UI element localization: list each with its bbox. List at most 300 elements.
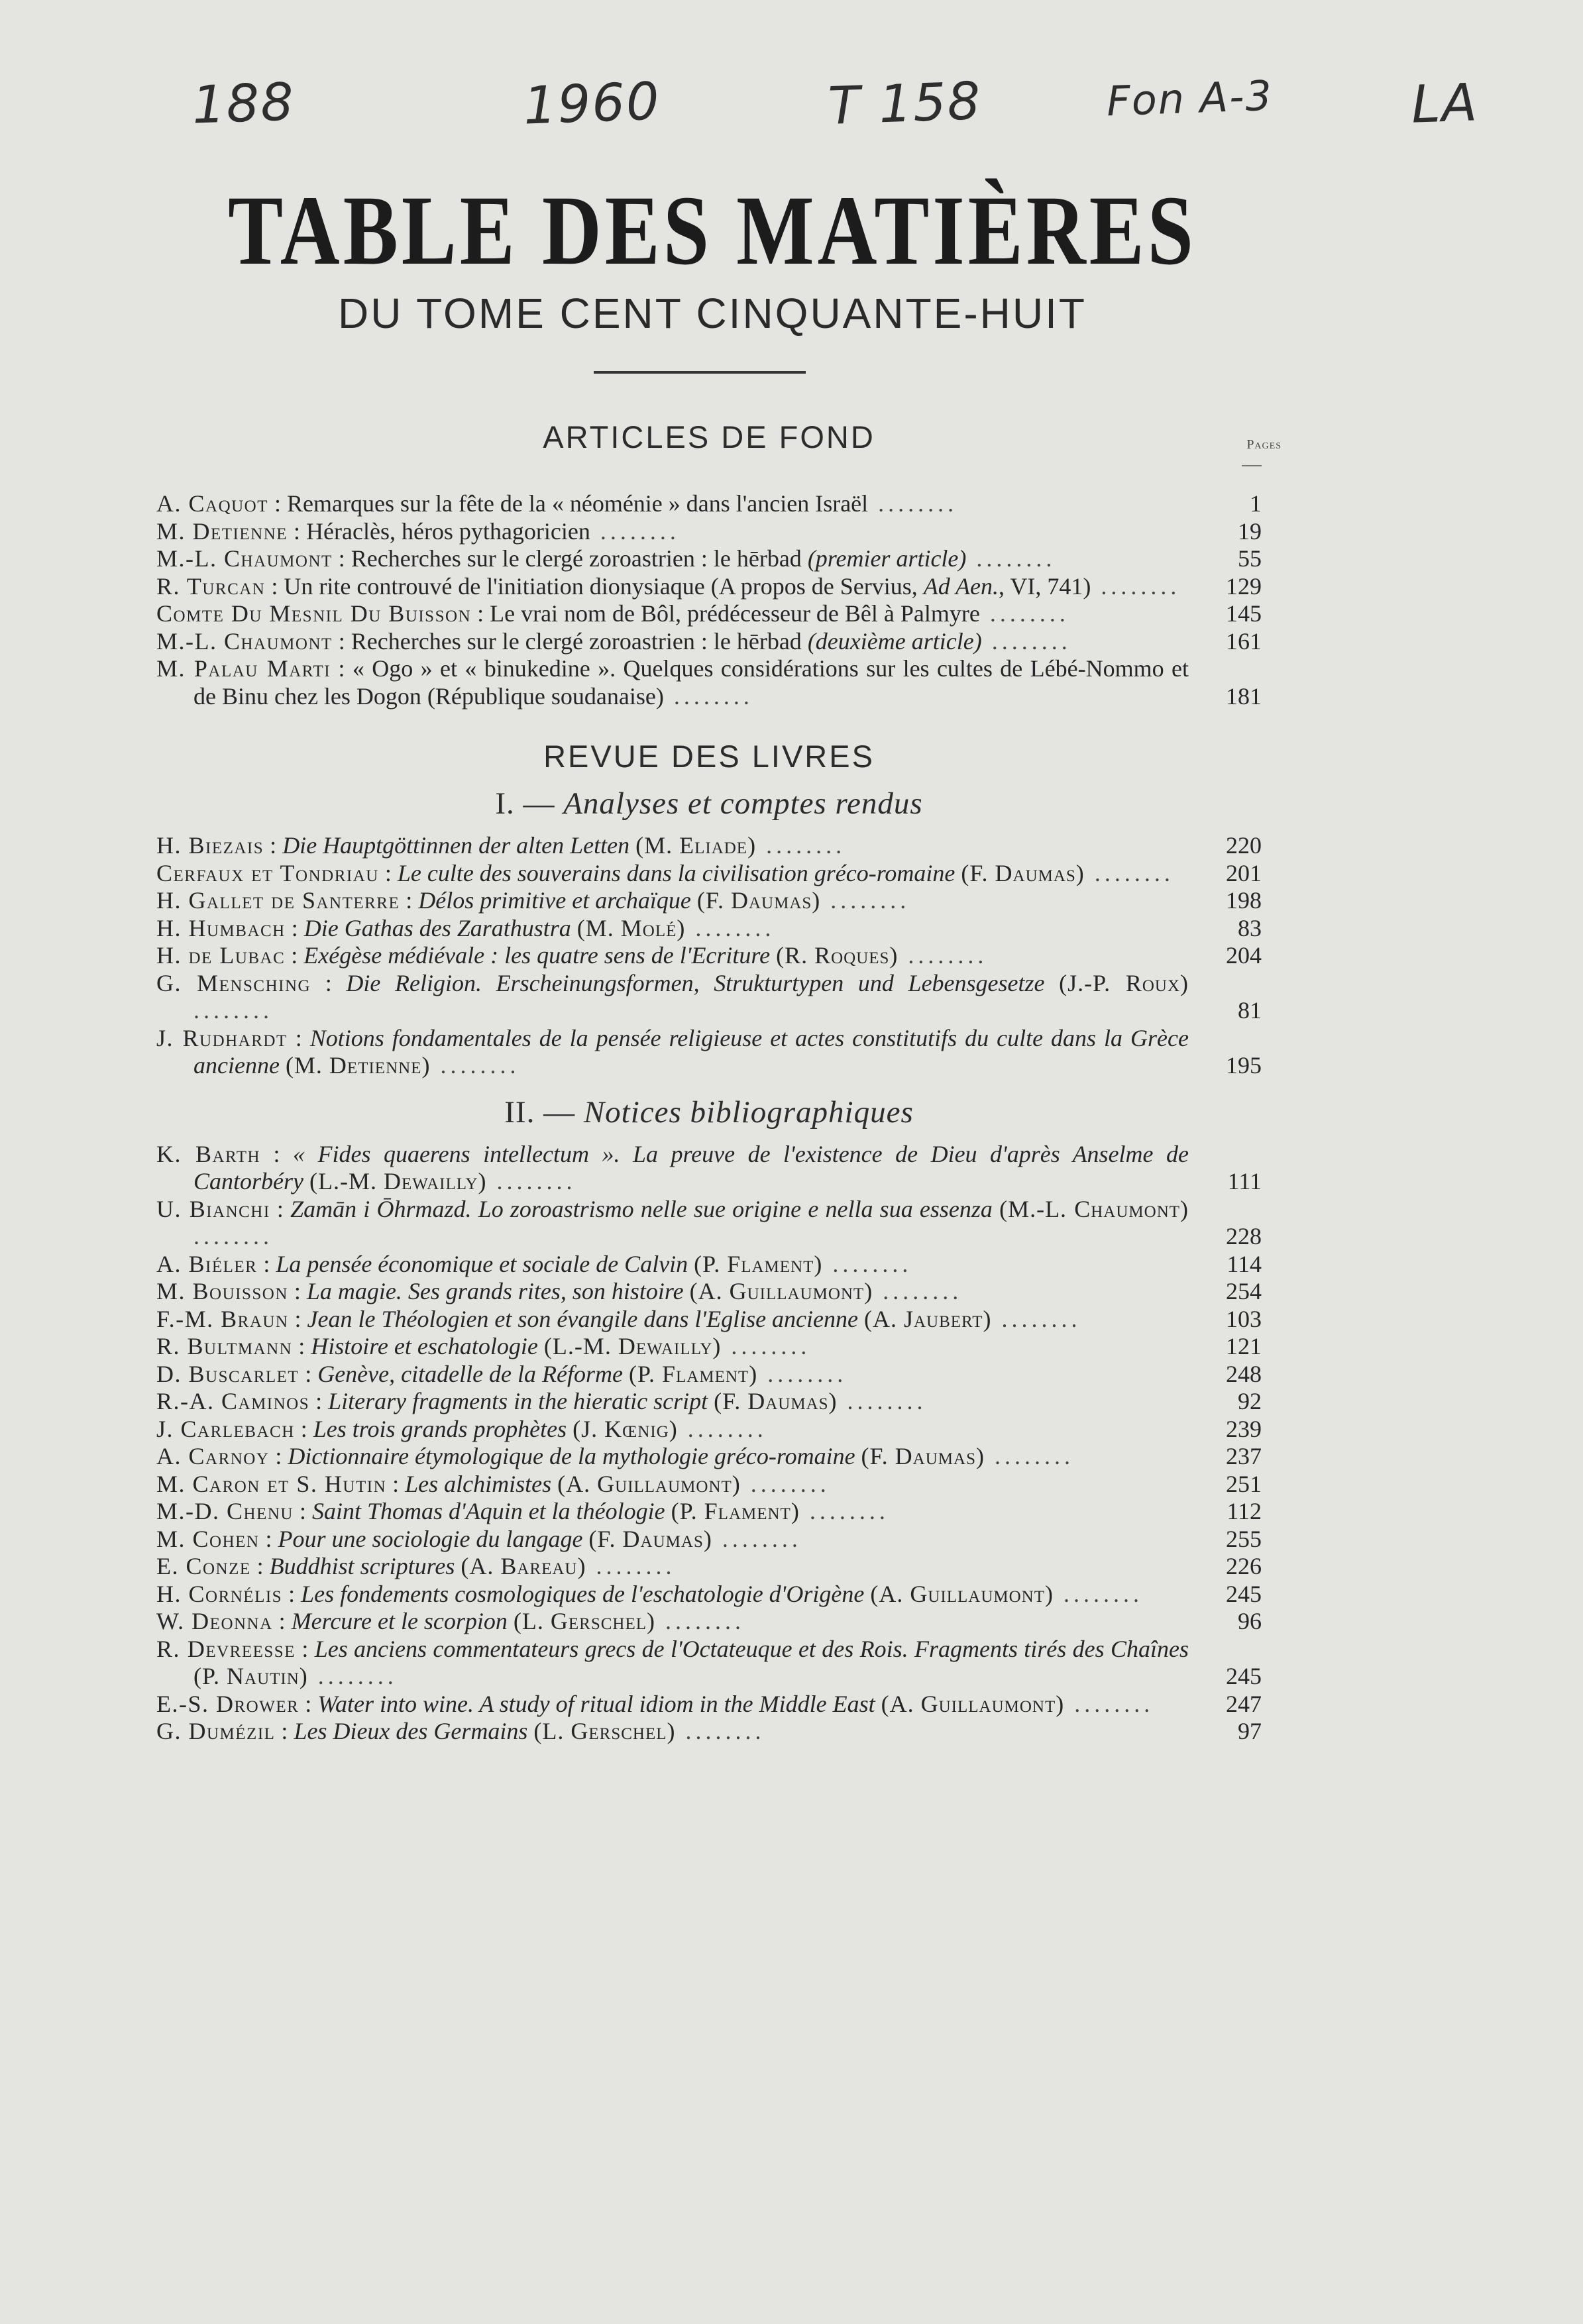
entry-separator: : [260, 1140, 294, 1167]
entry-separator: : [257, 1250, 276, 1277]
articles-heading: ARTICLES DE FOND [543, 419, 875, 454]
entry-work-title: Les Dieux des Germains [294, 1718, 528, 1744]
review-entry [156, 1251, 1262, 1279]
handwritten-note-3: T 158 [827, 71, 983, 137]
entry-reviewer: (M.-L. Chaumont) [999, 1195, 1189, 1222]
entry-title-italic: (premier article) [807, 545, 967, 572]
leader-dots: ........ [981, 627, 1071, 655]
entry-title: Recherches sur le clergé zoroastrien : le hērbad [351, 545, 808, 572]
entry-text [156, 1498, 1189, 1526]
entry-work-title: Saint Thomas d'Aquin et la théologie [311, 1498, 665, 1524]
entry-page: 245 [1226, 1663, 1262, 1689]
entry-separator: : [269, 1443, 288, 1469]
entry-space [629, 832, 635, 859]
entry-page: 111 [1227, 1168, 1262, 1194]
entry-text [156, 1141, 1189, 1196]
entry-separator: : [332, 627, 351, 655]
pages-column-rule [1242, 465, 1262, 466]
entry-reviewer: (P. Flament) [694, 1250, 823, 1277]
entry-work-title: Les alchimistes [405, 1470, 552, 1497]
article-entry [156, 600, 1262, 628]
entry-separator: : [250, 1553, 270, 1579]
entry-separator: : [270, 1195, 291, 1222]
entry-reviewer: (L.-M. Dewailly) [543, 1333, 722, 1359]
entry-author: H. Biezais [156, 832, 264, 859]
entry-reviewer: (F. Daumas) [714, 1388, 838, 1414]
entry-work-title: Genève, citadelle de la Réforme [317, 1360, 623, 1387]
entry-author: J. Rudhardt [156, 1024, 288, 1051]
entry-separator: : [311, 969, 347, 996]
entry-title: Le vrai nom de Bôl, prédécesseur de Bêl à Palmyre [490, 600, 980, 627]
entry-page: 129 [1226, 572, 1262, 600]
leader-dots: ........ [675, 1718, 765, 1744]
entry-reviewer: (P. Flament) [671, 1498, 800, 1524]
entry-page: 198 [1226, 887, 1262, 914]
leader-dots: ........ [822, 1250, 912, 1277]
entry-reviewer: (A. Guillaumont) [881, 1690, 1065, 1717]
entry-author: H. Cornélis [156, 1580, 283, 1607]
leader-dots: ........ [590, 517, 680, 545]
entry-author: M.-D. Chenu [156, 1498, 294, 1524]
entry-text [156, 832, 1189, 860]
entry-work-title: Jean le Théologien et son évangile dans l'Eglise ancienne [307, 1305, 858, 1332]
entry-author: H. Gallet de Santerre [156, 887, 400, 914]
entry-page: 254 [1226, 1278, 1262, 1304]
entry-reviewer: (F. Daumas) [861, 1443, 985, 1469]
entry-space [551, 1471, 557, 1497]
entry-page: 237 [1226, 1443, 1262, 1469]
entry-work-title: Les anciens commentateurs grecs de l'Octateuque et des Rois. Fragments tirés des Chaînes [314, 1635, 1189, 1662]
entry-page: 220 [1226, 832, 1262, 859]
review-entry [156, 1526, 1262, 1554]
entry-page: 255 [1226, 1525, 1262, 1552]
entry-reviewer: (F. Daumas) [961, 859, 1085, 886]
review-entry [156, 1278, 1262, 1306]
review-entry [156, 1306, 1262, 1334]
entry-work-title: Les trois grands prophètes [313, 1415, 567, 1442]
entry-reviewer: (J. Kœnig) [573, 1415, 678, 1442]
entry-separator: : [268, 490, 288, 517]
entry-separator: : [309, 1388, 329, 1414]
entry-text [156, 887, 1189, 915]
entry-separator: : [288, 1278, 307, 1304]
leader-dots: ........ [984, 1443, 1074, 1469]
entry-title-italic: Ad Aen. [923, 572, 999, 600]
entry-reviewer: (A. Jaubert) [864, 1305, 992, 1332]
review-entry [156, 915, 1262, 943]
entry-separator: : [287, 1024, 310, 1051]
notices-heading [156, 1094, 1262, 1141]
entry-reviewer: (M. Detienne) [285, 1052, 431, 1079]
review-entry [156, 1581, 1262, 1609]
entry-text [156, 1333, 1189, 1361]
entry-work-title: Die Gathas des Zarathustra [303, 914, 571, 941]
leader-dots: ........ [685, 914, 775, 941]
table-of-contents [156, 404, 1282, 1746]
entry-title-cont: , VI, 741) [999, 572, 1091, 600]
entry-title: Héraclès, héros pythagoricien [306, 517, 590, 545]
entry-text [156, 1608, 1189, 1636]
entry-page: 96 [1238, 1608, 1262, 1634]
entry-text [156, 655, 1189, 710]
article-entry [156, 573, 1262, 601]
entry-reviewer: (M. Eliade) [635, 832, 757, 859]
entry-author: G. Mensching [156, 969, 311, 996]
handwritten-note-1: 188 [191, 72, 296, 136]
entry-text [156, 1416, 1189, 1444]
entry-author: E. Conze [156, 1553, 251, 1579]
entry-text [156, 1471, 1189, 1499]
entry-work-title: Zamān i Ōhrmazd. Lo zoroastrismo nelle sue origine e nella sua essenza [290, 1195, 993, 1222]
entry-page: 112 [1227, 1498, 1262, 1524]
entry-separator: : [285, 914, 304, 941]
entry-text [156, 1361, 1189, 1389]
entry-work-title: Histoire et eschatologie [311, 1333, 538, 1359]
review-entry [156, 1141, 1262, 1196]
entry-separator: : [294, 1415, 313, 1442]
entry-title: « Ogo » et « binukedine ». Quelques considérations sur les cultes de Lébé-Nommo et de Binu chez les Dogon (République soudanaise) [193, 655, 1189, 710]
entry-author: W. Deonna [156, 1608, 273, 1634]
entry-author: M. Detienne [156, 517, 288, 545]
entry-separator: : [295, 1635, 315, 1662]
notices-heading-num: II. — [504, 1094, 576, 1130]
entry-author: Comte Du Mesnil Du Buisson [156, 600, 472, 627]
review-entry [156, 1443, 1262, 1471]
entry-space [858, 1306, 864, 1332]
entry-space [691, 887, 697, 914]
entry-separator: : [265, 572, 284, 600]
entry-work-title: Délos primitive et archaïque [418, 887, 691, 914]
leader-dots: ........ [756, 832, 846, 859]
entry-reviewer: (A. Guillaumont) [870, 1580, 1054, 1607]
entry-author: M. Bouisson [156, 1278, 288, 1304]
entry-text [156, 1196, 1189, 1251]
entry-reviewer: (L. Gerschel) [513, 1608, 656, 1634]
entry-separator: : [332, 545, 351, 572]
entry-page: 161 [1226, 627, 1262, 655]
entry-page: 1 [1250, 490, 1262, 517]
entry-reviewer: (P. Flament) [629, 1360, 758, 1387]
review-entry [156, 1388, 1262, 1416]
entry-author: E.-S. Drower [156, 1690, 300, 1717]
entry-page: 145 [1226, 600, 1262, 627]
entry-text [156, 600, 1189, 628]
review-entry [156, 1196, 1262, 1251]
entry-work-title: La magie. Ses grands rites, son histoire [306, 1278, 684, 1304]
entry-author: A. Biéler [156, 1250, 258, 1277]
review-entry [156, 1025, 1262, 1080]
analyses-heading [156, 786, 1262, 832]
entry-space [665, 1498, 671, 1524]
entry-page: 228 [1226, 1223, 1262, 1249]
leader-dots: ........ [193, 997, 273, 1024]
entry-space [280, 1052, 286, 1079]
entry-separator: : [331, 655, 353, 682]
leader-dots: ........ [757, 1360, 847, 1387]
entry-reviewer: (A. Bareau) [461, 1553, 586, 1579]
entry-text [156, 1025, 1189, 1080]
leader-dots: ........ [1091, 572, 1181, 600]
entry-work-title: « Fides quaerens intellectum ». La preuve de l'existence de Dieu d'après Anselme de Cantorbéry [193, 1140, 1189, 1194]
entry-page: 248 [1226, 1360, 1262, 1387]
leader-dots: ........ [799, 1498, 889, 1524]
review-entry [156, 860, 1262, 888]
entry-work-title: Mercure et le scorpion [291, 1608, 508, 1634]
entry-author: A. Caquot [156, 490, 268, 517]
entry-text [156, 490, 1189, 518]
entry-work-title: Buddhist scriptures [269, 1553, 455, 1579]
entry-text [156, 1443, 1189, 1471]
entry-separator: : [288, 1305, 307, 1332]
entry-text [156, 545, 1189, 573]
entry-work-title: Literary fragments in the hieratic script [328, 1388, 708, 1414]
entry-author: K. Barth [156, 1140, 261, 1167]
entry-separator: : [299, 1690, 318, 1717]
entry-title: Recherches sur le clergé zoroastrien : le hērbad [351, 627, 808, 655]
entry-work-title: La pensée économique et sociale de Calvin [276, 1250, 688, 1277]
entry-page: 251 [1226, 1470, 1262, 1497]
entry-text [156, 970, 1189, 1025]
leader-dots: ........ [663, 682, 753, 710]
entry-text [156, 1636, 1189, 1691]
review-entry [156, 1608, 1262, 1636]
analyses-heading-num: I. — [495, 786, 555, 821]
entry-separator: : [272, 1608, 292, 1634]
entry-work-title: Le culte des souverains dans la civilisation gréco-romaine [397, 859, 955, 886]
analyses-heading-text: Analyses et comptes rendus [563, 786, 923, 821]
entry-space [508, 1608, 514, 1634]
entry-author: M.-L. Chaumont [156, 627, 333, 655]
entry-page: 204 [1226, 942, 1262, 969]
leader-dots: ........ [898, 942, 988, 969]
entry-page: 19 [1238, 517, 1262, 545]
article-entry [156, 490, 1262, 518]
entry-page: 103 [1226, 1305, 1262, 1332]
leader-dots: ........ [307, 1663, 398, 1689]
entry-space [538, 1333, 544, 1359]
leader-dots: ........ [486, 1168, 576, 1194]
entry-text [156, 1691, 1189, 1718]
review-entry [156, 942, 1262, 970]
entry-reviewer: (A. Guillaumont) [689, 1278, 873, 1304]
article-entry [156, 628, 1262, 656]
leader-dots: ........ [868, 490, 958, 517]
entry-space [688, 1251, 694, 1277]
entry-author: R. Turcan [156, 572, 266, 600]
entry-separator: : [282, 1580, 301, 1607]
leader-dots: ........ [837, 1388, 927, 1414]
leader-dots: ........ [1064, 1690, 1154, 1717]
review-entry [156, 887, 1262, 915]
notices-heading-text: Notices bibliographiques [583, 1094, 914, 1130]
entry-page: 81 [1238, 997, 1262, 1024]
entry-author: M. Caron et S. Hutin [156, 1470, 387, 1497]
entry-title: Remarques sur la fête de la « néoménie » dans l'ancien Israël [287, 490, 869, 517]
page-title: TABLE DES MATIÈRES [228, 176, 1197, 286]
analyses-list [156, 832, 1262, 1080]
leader-dots: ........ [430, 1052, 520, 1079]
entry-reviewer: (M. Molé) [576, 914, 686, 941]
entry-reviewer: (F. Daumas) [588, 1525, 712, 1552]
article-entry [156, 518, 1262, 546]
entry-author: M.-L. Chaumont [156, 545, 333, 572]
entry-space [770, 942, 776, 969]
entry-text [156, 1388, 1189, 1416]
leader-dots: ........ [966, 545, 1056, 572]
entry-separator: : [386, 1470, 406, 1497]
handwritten-note-5: LA [1410, 73, 1480, 135]
review-entry [156, 1361, 1262, 1389]
review-entry [156, 1691, 1262, 1718]
entry-space [1045, 970, 1060, 996]
entry-author: D. Buscarlet [156, 1360, 300, 1387]
leader-dots: ........ [740, 1470, 830, 1497]
entry-space [875, 1691, 881, 1717]
entry-page: 239 [1226, 1415, 1262, 1442]
entry-separator: : [378, 859, 398, 886]
entry-page: 195 [1226, 1052, 1262, 1079]
reviews-heading: REVUE DES LIVRES [543, 739, 875, 774]
entry-text [156, 860, 1189, 888]
leader-dots: ........ [1053, 1580, 1143, 1607]
leader-dots: ........ [586, 1553, 676, 1579]
entry-separator: : [292, 1333, 311, 1359]
entry-author: M. Cohen [156, 1525, 260, 1552]
review-entry [156, 1471, 1262, 1499]
entry-separator: : [259, 1525, 278, 1552]
entry-page: 181 [1226, 682, 1262, 710]
entry-title-italic: (deuxième article) [807, 627, 982, 655]
entry-text [156, 915, 1189, 943]
entry-space [455, 1553, 461, 1579]
entry-work-title: Notions fondamentales de la pensée religieuse et actes constitutifs du culte dans la Grèce ancienne [193, 1024, 1189, 1079]
leader-dots: ........ [1084, 859, 1174, 886]
leader-dots: ........ [193, 1223, 273, 1249]
entry-work-title: Les fondements cosmologiques de l'eschatologie d'Origène [301, 1580, 865, 1607]
pages-column-label: Pages [1246, 437, 1282, 452]
entry-work-title: Water into wine. A study of ritual idiom in the Middle East [317, 1690, 875, 1717]
entry-work-title: Pour une sociologie du langage [278, 1525, 583, 1552]
entry-space [993, 1196, 999, 1222]
entry-space [864, 1581, 870, 1607]
entry-reviewer: (A. Guillaumont) [557, 1470, 741, 1497]
entry-reviewer: (J.-P. Roux) [1059, 969, 1189, 996]
leader-dots: ........ [873, 1278, 963, 1304]
entry-space [684, 1278, 690, 1304]
entry-text [156, 1718, 1189, 1746]
entry-reviewer: (F. Daumas) [696, 887, 821, 914]
entry-work-title: Die Religion. Erscheinungsformen, Strukturtypen und Lebensgesetze [346, 969, 1045, 996]
entry-space [567, 1416, 573, 1442]
review-entry [156, 970, 1262, 1025]
entry-author: R. Bultmann [156, 1333, 293, 1359]
entry-page: 92 [1238, 1388, 1262, 1414]
entry-text [156, 1526, 1189, 1554]
entry-page: 121 [1226, 1333, 1262, 1359]
entry-text [156, 1581, 1189, 1609]
review-entry [156, 1416, 1262, 1444]
page-subtitle: DU TOME CENT CINQUANTE-HUIT [338, 290, 1087, 337]
entry-space [623, 1361, 629, 1387]
entry-title: Un rite controuvé de l'initiation dionysiaque (A propos de Servius, [284, 572, 924, 600]
entry-separator: : [288, 517, 307, 545]
entry-author: R. Devreesse [156, 1635, 296, 1662]
review-entry [156, 1498, 1262, 1526]
entry-text [156, 1251, 1189, 1279]
leader-dots: ........ [820, 887, 910, 914]
entry-text [156, 1553, 1189, 1581]
entry-author: A. Carnoy [156, 1443, 270, 1469]
handwritten-note-2: 1960 [522, 72, 662, 136]
entry-work-title: Die Hauptgöttinnen der alten Letten [282, 832, 630, 859]
entry-page: 83 [1238, 914, 1262, 941]
title-rule [594, 371, 806, 374]
entry-author: M. Palau Marti [156, 655, 331, 682]
entry-author: H. de Lubac [156, 942, 286, 969]
entry-text [156, 942, 1189, 970]
review-entry [156, 1718, 1262, 1746]
entry-text [156, 628, 1189, 656]
leader-dots: ........ [655, 1608, 745, 1634]
entry-author: U. Bianchi [156, 1195, 270, 1222]
entry-text [156, 1306, 1189, 1334]
review-entry [156, 1333, 1262, 1361]
entry-separator: : [264, 832, 283, 859]
entry-author: G. Dumézil [156, 1718, 276, 1744]
notices-list [156, 1141, 1262, 1746]
article-entry [156, 655, 1262, 710]
articles-header [156, 404, 1282, 490]
entry-author: Cerfaux et Tondriau [156, 859, 379, 886]
entry-author: J. Carlebach [156, 1415, 295, 1442]
entry-separator: : [275, 1718, 294, 1744]
entry-space [571, 915, 577, 941]
leader-dots: ........ [979, 600, 1069, 627]
entry-work-title: Exégèse médiévale : les quatre sens de l'Ecriture [303, 942, 771, 969]
entry-space [708, 1388, 714, 1414]
leader-dots: ........ [991, 1305, 1081, 1332]
entry-separator: : [471, 600, 490, 627]
entry-page: 245 [1226, 1580, 1262, 1607]
entry-separator: : [293, 1498, 312, 1524]
entry-separator: : [299, 1360, 318, 1387]
article-entry [156, 545, 1262, 573]
entry-work-title: Dictionnaire étymologique de la mythologie gréco-romaine [288, 1443, 855, 1469]
review-entry [156, 832, 1262, 860]
entry-page: 114 [1227, 1250, 1262, 1277]
entry-text [156, 518, 1189, 546]
leader-dots: ........ [721, 1333, 811, 1359]
entry-author: F.-M. Braun [156, 1305, 289, 1332]
entry-text [156, 573, 1189, 601]
entry-reviewer: (L.-M. Dewailly) [309, 1168, 487, 1194]
entry-author: R.-A. Caminos [156, 1388, 310, 1414]
entry-page: 226 [1226, 1553, 1262, 1579]
entry-text [156, 1278, 1189, 1306]
leader-dots: ........ [677, 1415, 767, 1442]
entry-reviewer: (P. Nautin) [193, 1663, 308, 1689]
entry-space [303, 1168, 309, 1194]
entry-page: 201 [1226, 859, 1262, 886]
articles-list [156, 490, 1262, 710]
entry-separator: : [285, 942, 304, 969]
entry-page: 55 [1238, 545, 1262, 572]
leader-dots: ........ [712, 1525, 802, 1552]
entry-space [855, 1443, 861, 1469]
entry-separator: : [400, 887, 419, 914]
handwritten-note-4: Fon A-3 [1105, 71, 1274, 126]
entry-page: 97 [1238, 1718, 1262, 1744]
